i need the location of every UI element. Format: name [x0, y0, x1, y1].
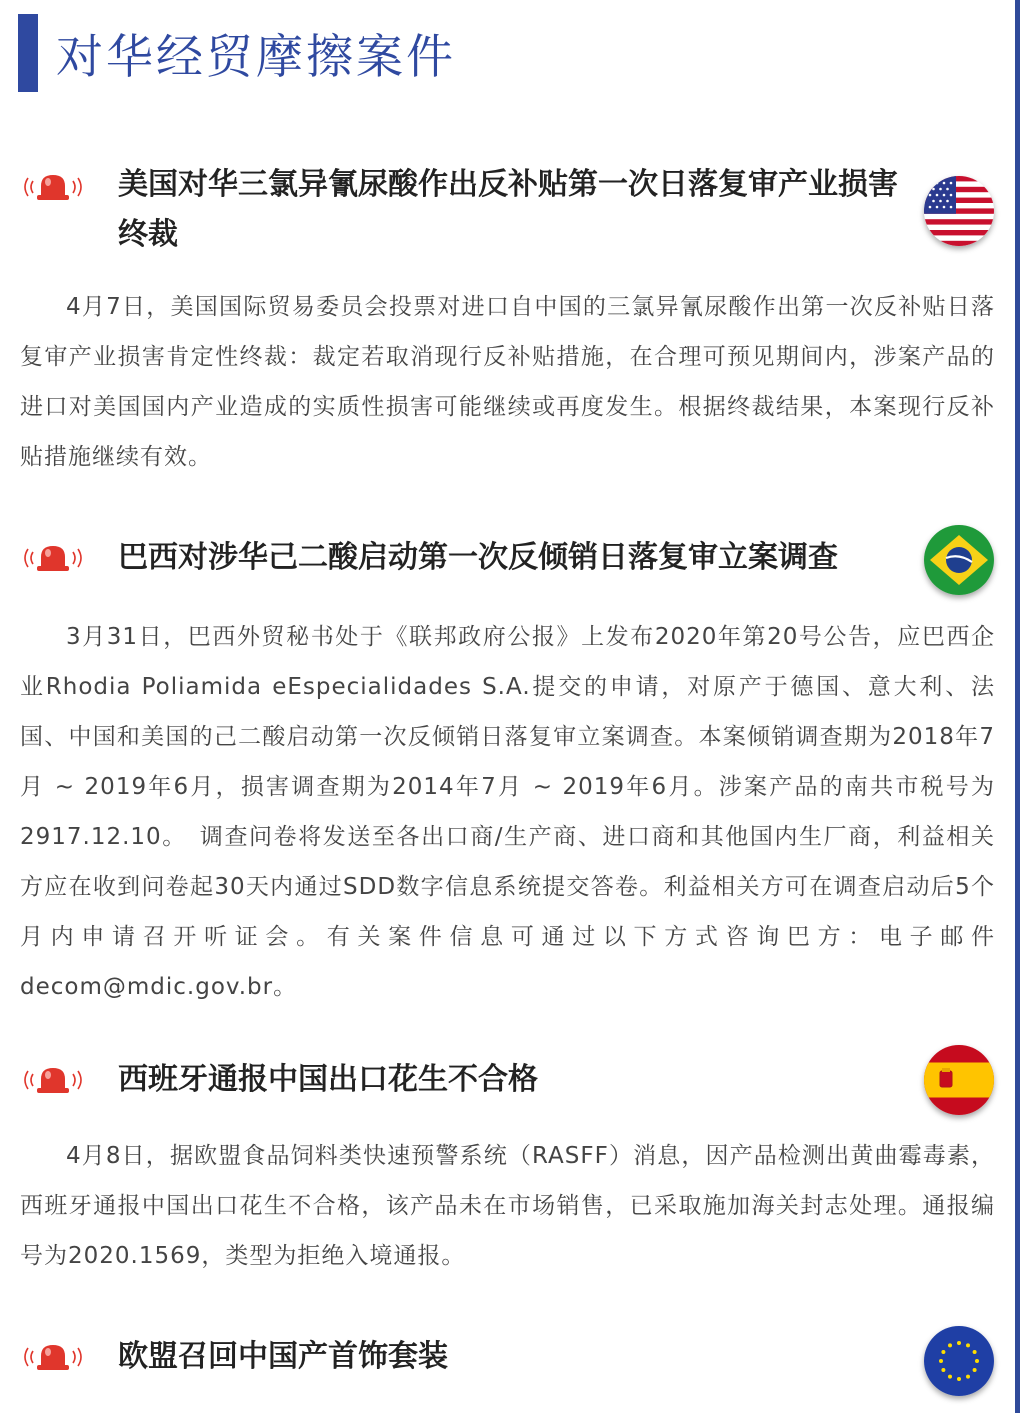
spain-flag-icon — [924, 1045, 994, 1115]
alarm-bell-icon — [20, 172, 86, 202]
news-item-title: 西班牙通报中国出口花生不合格 — [118, 1062, 538, 1097]
alarm-bell-icon — [20, 1342, 86, 1372]
brazil-flag-icon — [924, 525, 994, 595]
news-item-body: 4月7日，美国国际贸易委员会投票对进口自中国的三氯异氰尿酸作出第一次反补贴日落复审产业损害肯定性终裁：裁定若取消现行反补贴措施，在合理可预见期间内，涉案产品的进口对美国国内产业造成的实质性损害可能继续或再度发生。根据终裁结果，本案现行反补贴措施继续有效。 — [20, 294, 995, 470]
header-accent-bar — [18, 14, 38, 92]
right-edge-rule — [1015, 0, 1020, 1413]
eu-flag-icon — [924, 1326, 994, 1396]
news-item-title: 美国对华三氯异氰尿酸作出反补贴第一次日落复审产业损害终裁 — [118, 167, 898, 252]
news-item-title: 欧盟召回中国产首饰套装 — [118, 1339, 448, 1374]
usa-flag-icon — [924, 176, 994, 246]
page-title: 对华经贸摩擦案件 — [56, 29, 456, 85]
alarm-bell-icon — [20, 1065, 86, 1095]
section-header — [18, 14, 456, 92]
alarm-bell-icon — [20, 543, 86, 573]
news-item-body: 3月31日，巴西外贸秘书处于《联邦政府公报》上发布2020年第20号公告，应巴西企业Rhodia Poliamida eEspecialidades S.A.提交的申请，对原产于德国、意大利、法国、中国和美国的己二酸启动第一次反倾销日落复审立案调查。本案倾销调查期为2018年7月 ~ 2019年6月，损害调查期为2014年7月 ~ 2019年6月。涉案产品的南共市税号为2917.12.10。 调查问卷将发送至各出口商/生产商、进口商和其他国内生厂商，利益相关方应在收到问卷起30天内通过SDD数字信息系统提交答卷。利益相关方可在调查启动后5个月内申请召开听证会。有关案件信息可通过以下方式咨询巴方：电子邮件decom@mdic.gov.br。 — [20, 624, 995, 1000]
news-item-title: 巴西对涉华己二酸启动第一次反倾销日落复审立案调查 — [118, 540, 838, 575]
news-item-body: 4月8日，据欧盟食品饲料类快速预警系统（RASFF）消息，因产品检测出黄曲霉毒素，西班牙通报中国出口花生不合格，该产品未在市场销售，已采取施加海关封志处理。通报编号为2020.1569，类型为拒绝入境通报。 — [20, 1143, 995, 1269]
